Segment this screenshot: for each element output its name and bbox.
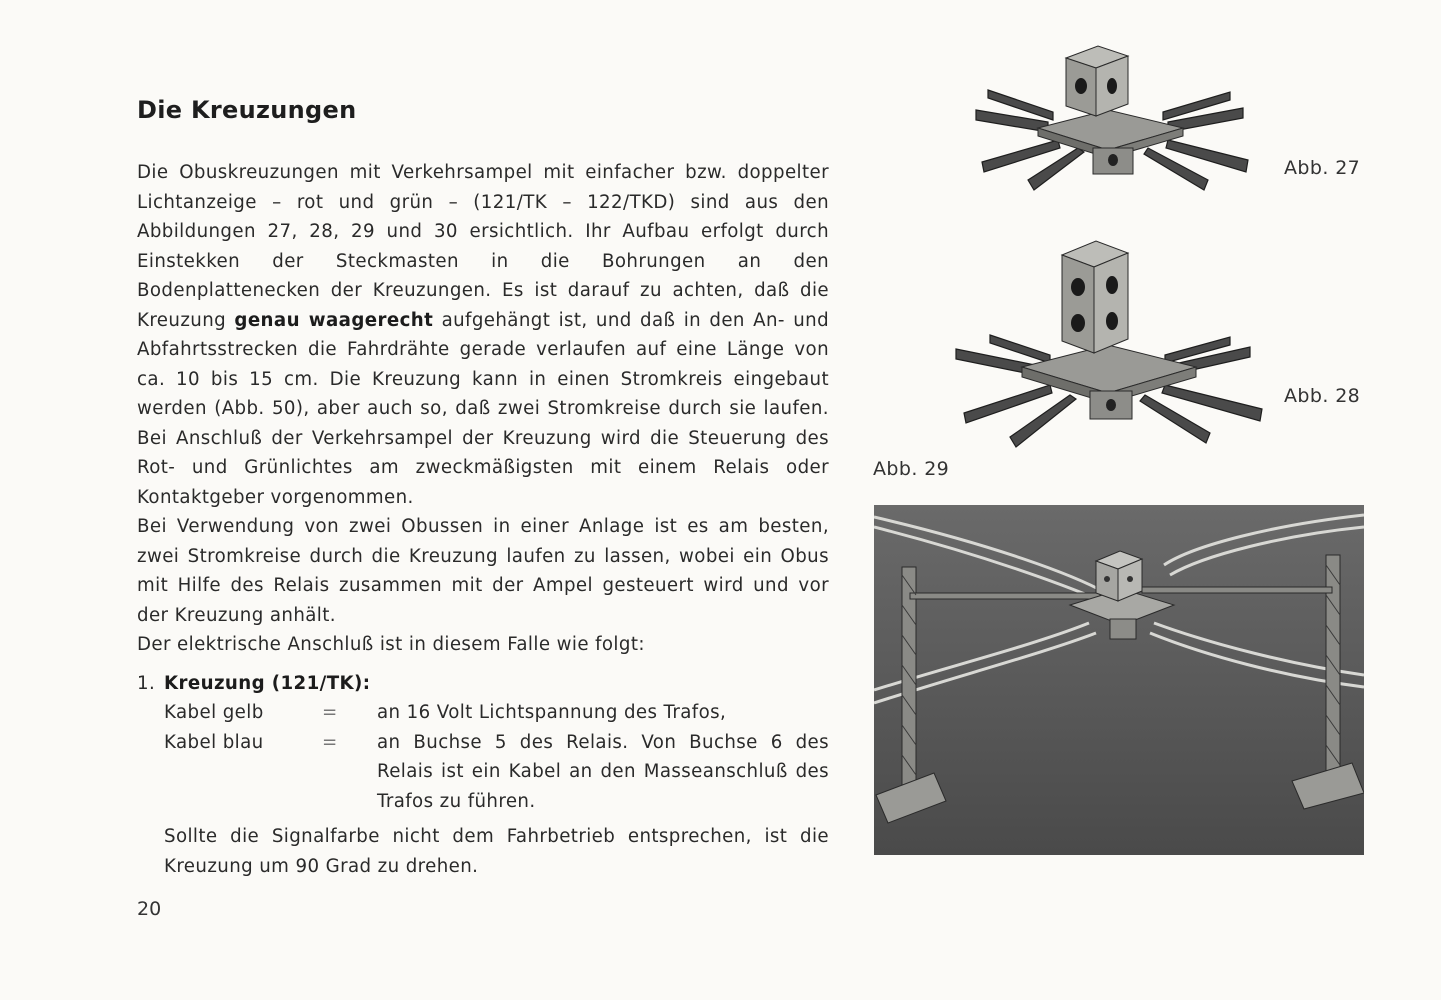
cable-key: Kabel gelb <box>164 702 264 723</box>
paragraph-1 <box>137 158 829 512</box>
figure-29-photo <box>874 505 1364 855</box>
paragraph-1-part-a: Die Obuskreuzungen mit Verkehrsampel mit einfacher bzw. doppelter Lichtanzeige – rot und grün – (121/TK – 122/TKD) sind aus den Abbildungen 27, 28, 29 und 30 ersichtlich. Ihr Aufbau erfolgt durch Einstekken der Steckmasten in die Bohrungen an den Bodenplattenecken der Kreuzungen. Es ist darauf zu achten, daß die Kreuzung <box>137 162 829 331</box>
cable-value: an 16 Volt Lichtspannung des Trafos, <box>377 702 727 723</box>
equals-sign: = <box>322 731 338 753</box>
cable-row-yellow <box>164 698 829 728</box>
crossing-on-masts-illustration <box>874 505 1364 855</box>
equals-sign: = <box>322 702 338 723</box>
body-text <box>137 158 829 881</box>
page-number: 20 <box>137 898 162 920</box>
note-paragraph: Sollte die Signalfarbe nicht dem Fahrbetrieb entsprechen, ist die Kreuzung um 90 Grad zu drehen. <box>164 826 829 877</box>
paragraph-3: Der elektrische Anschluß ist in diesem Falle wie folgt: <box>137 634 645 655</box>
paragraph-2: Bei Verwendung von zwei Obussen in einer Anlage ist es am besten, zwei Stromkreise durch die Kreuzung laufen zu lassen, wobei ein Obus mit Hilfe des Relais zusammen mit der Ampel gesteuert wird und vor der Kreuzung anhält. <box>137 516 829 626</box>
figure-27-crossing-single-light <box>968 40 1253 200</box>
list-title: Kreuzung (121/TK): <box>164 672 371 694</box>
paragraph-1-part-b: aufgehängt ist, und daß in den An- und Abfahrtsstrecken die Fahrdrähte gerade verlaufen auf eine Länge von ca. 10 bis 15 cm. Die Kreuzung kann in einen Stromkreis eingebaut werden (Abb. 50), aber auch so, daß zwei Stromkreise durch sie laufen. Bei Anschluß der Verkehrsampel der Kreuzung wird die Steuerung des Rot- und Grünlichtes am zweckmäßigsten mit einem Relais oder Kontaktgeber vorgenommen. <box>137 309 830 508</box>
caption-abb-27: Abb. 27 <box>1284 157 1361 179</box>
page-title: Die Kreuzungen <box>137 96 357 124</box>
caption-abb-29: Abb. 29 <box>873 458 950 480</box>
emphasis-genau-waagerecht: genau waagerecht <box>234 309 434 331</box>
list-heading <box>137 669 829 699</box>
caption-abb-28: Abb. 28 <box>1284 385 1361 407</box>
list-number: 1. <box>137 672 156 694</box>
cable-key: Kabel blau <box>164 731 264 753</box>
figure-28-crossing-double-light <box>950 237 1268 457</box>
cable-value: an Buchse 5 des Relais. Von Buchse 6 des Relais ist ein Kabel an den Masseanschluß des Trafos zu führen. <box>377 731 829 812</box>
cable-row-blue <box>164 728 829 817</box>
